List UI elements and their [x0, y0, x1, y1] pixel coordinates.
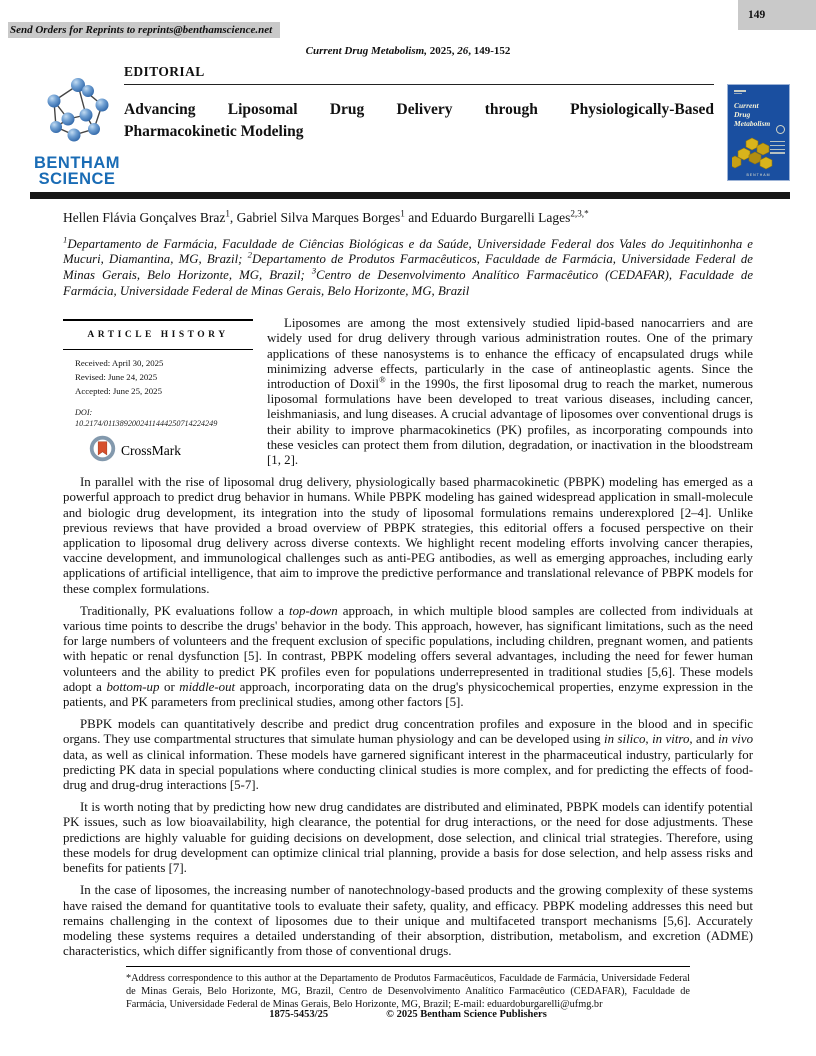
- page-number: 149: [738, 0, 816, 30]
- cover-masthead-line: Current: [734, 101, 759, 110]
- article-title-line2: Pharmacokinetic Modeling: [124, 123, 304, 140]
- cover-masthead-line: Drug: [734, 110, 751, 119]
- article-paragraph: PBPK models can quantitatively describe and predict drug concentration profiles and exposure in the blood and in specific organs. They use compartmental structures that simulate human physiology and can be developed using in silico, in vitro, and in vivo data, as well as clinical information. These models have garnered significant interest in the pharmaceutical industry, particularly for predicting PK data in special populations where conducting clinical studies is more complex, and for predicting the effects of food-drug and drug-drug interactions [5-7].: [63, 717, 754, 793]
- article-history-box: [63, 319, 253, 466]
- author-line: Hellen Flávia Gonçalves Braz$^1$, Gabriel Silva Marques Borges$^1$ and Eduardo Burgarelli Lages$^{2,3,*}$: [63, 208, 589, 225]
- article-paragraph: In the case of liposomes, the increasing number of nanotechnology-based products and the growing complexity of these systems have raised the demand for quantitative tools to evaluate their safety, quality, and efficacy. PBPK modeling addresses this need but remains challenging in the context of liposomes due to their unique and multifaceted transport mechanisms [5,6]. Accurately modeling these systems requires a detailed understanding of their absorption, distribution, metabolism, and excretion (ADME) characteristics, which differ significantly from those of conventional drugs.: [63, 883, 753, 959]
- publisher-name-line2: SCIENCE: [38, 170, 116, 189]
- page-footer: [0, 1009, 816, 1020]
- issn-code: 1875-5453/25: [269, 1009, 329, 1020]
- crossmark-icon: [89, 435, 116, 466]
- received-date: Received: April 30, 2025: [75, 358, 164, 369]
- correspondence-footnote[interactable]: *Address correspondence to this author at the Departamento de Produtos Farmacêuticos, Faculdade de Farmácia, Universidade Federal de Minas Gerais, Belo Horizonte, MG, Brazil, Centro de Desenvolvimento Analítico Farmacêutico (CEDAFAR), Faculdade de Farmácia, Universidade Federal de Minas Gerais, Belo Horizonte, MG, Brazil; E-mail: eduardoburgarelli@ufmg.br: [126, 966, 690, 1011]
- article-paragraph: It is worth noting that by predicting how new drug candidates are distributed and eliminated, PBPK models can identify potential PK issues, such as low bioavailability, high clearance, the potential for drug interactions, or the need for dose adjustments. These predictions are highly valuable for guiding decisions on development, dose selection, and clinical trial strategies. Therefore, using these models for drug development can optimize clinical trial planning, provide a basis for dose selection, and help assess risks and benefits for patients [7].: [63, 800, 753, 876]
- article-paragraph: Liposomes are among the most extensively studied lipid-based nanocarriers and are widely used for drug delivery through various administration routes. One of the primary applications of these nanosystems is to enhance the efficacy of encapsulated drugs while minimizing adverse effects, particularly in the case of antineoplastic agents. Since the introduction of Doxil® in the 1990s, the first liposomal drug to reach the market, numerous liposomal formulations have been developed to treat various diseases, including cancer, leishmaniasis, and lung diseases. A crucial advantage of liposomes over conventional drugs is their ability to improve pharmacokinetics (PK) profiles, as incorporating compounds into these vesicles can protect them from dilution, degradation, or inactivation in the bloodstream [1, 2].: [267, 316, 754, 468]
- affiliations: $^1$Departamento de Farmácia, Faculdade de Ciências Biológicas e da Saúde, Universidade Federal dos Vales do Jequitinhonha e Mucuri, Diamantina, MG, Brazil; $^2$Departamento de Produtos Farmacêuticos, Faculdade de Farmácia, Universidade Federal de Minas Gerais, Belo Horizonte, MG, Brazil; $^3$Centro de Desenvolvimento Analítico Farmacêutico (CEDAFAR), Faculdade de Farmácia, Universidade Federal de Minas Gerais, Belo Horizonte, MG, Brazil: [63, 234, 753, 298]
- journal-cover-column: [727, 84, 790, 187]
- cover-publisher: BENTHAM: [746, 173, 771, 177]
- article-title-line1: Advancing Liposomal Drug Delivery through Physiologically-Based: [124, 101, 714, 118]
- crossmark-badge[interactable]: [89, 435, 253, 466]
- article-paragraph: In parallel with the rise of liposomal drug delivery, physiologically based pharmacokinetic (PBPK) modeling has emerged as a powerful approach to predict drug behavior in humans. While PBPK modeling has gained widespread application in small-molecule and biologic drug development, its integration into the study of liposomal formulations remains underexplored [2–4]. Unlike previous reviews that have provided a broad overview of PBPK strategies, this editorial offers a focused perspective on their application to liposomal drug delivery across diverse contexts. We highlight recent modeling efforts involving cancer therapies, vaccine development, and immunological challenges such as anti-PEG antibodies, as well as emerging approaches, including early applications of artificial intelligence, that aim to improve the predictive performance and translational relevance of PBPK models for these complex formulations.: [63, 475, 753, 596]
- publisher-name: [30, 155, 124, 187]
- header: [30, 64, 790, 187]
- article-body: [63, 316, 753, 959]
- accepted-date: Accepted: June 25, 2025: [75, 385, 162, 396]
- doi-value[interactable]: 10.2174/0113892002411444250714224249: [75, 419, 218, 429]
- cover-decoration: [734, 93, 742, 94]
- doi-label: DOI:: [75, 408, 93, 418]
- header-divider-bar: [30, 192, 790, 199]
- article-content: [63, 210, 753, 1012]
- publisher-logo: [30, 64, 124, 187]
- article-paragraph: Traditionally, PK evaluations follow a top-down approach, in which multiple blood samples are collected from individuals at various time points to describe the drugs' behavior in the body. This approach, however, has significant limitations, such as the need for large numbers of volunteers and the frequent exclusion of specific populations, including children, pregnant women, and patients with hepatic or renal dysfunction [5]. In contrast, PBPK modeling offers several advantages, including the need for fewer human volunteers and the ability to predict PK profiles even for populations underrepresented in traditional studies [5,6]. These models adopt a bottom-up or middle-out approach, incorporating data on the drug's physicochemical properties, enzyme expression in the patients, and PK parameters from preclinical studies, among other factors [5].: [63, 603, 754, 710]
- cover-masthead: [734, 101, 770, 128]
- header-middle: [124, 64, 714, 187]
- cover-decoration: [734, 90, 746, 92]
- cover-emblem-icon: [776, 125, 785, 134]
- cover-masthead-line: Metabolism: [734, 119, 771, 128]
- section-label: EDITORIAL: [124, 64, 714, 85]
- publisher-name-line1: BENTHAM: [34, 154, 120, 172]
- article-history-heading: ARTICLE HISTORY: [63, 319, 253, 350]
- crossmark-label: CrossMark: [121, 443, 181, 459]
- article-title: [124, 99, 714, 143]
- doi[interactable]: [63, 398, 253, 429]
- journal-cover-thumbnail: [727, 84, 790, 181]
- journal-citation: Current Drug Metabolism, 2025, 26, 149-152: [305, 45, 511, 57]
- reprint-order-notice[interactable]: Send Orders for Reprints to reprints@benthamscience.net: [8, 22, 280, 38]
- revised-date: Revised: June 24, 2025: [75, 372, 158, 383]
- article-history-dates: [63, 350, 253, 398]
- copyright-notice: © 2025 Bentham Science Publishers: [386, 1009, 547, 1020]
- bentham-molecule-icon: [41, 135, 113, 152]
